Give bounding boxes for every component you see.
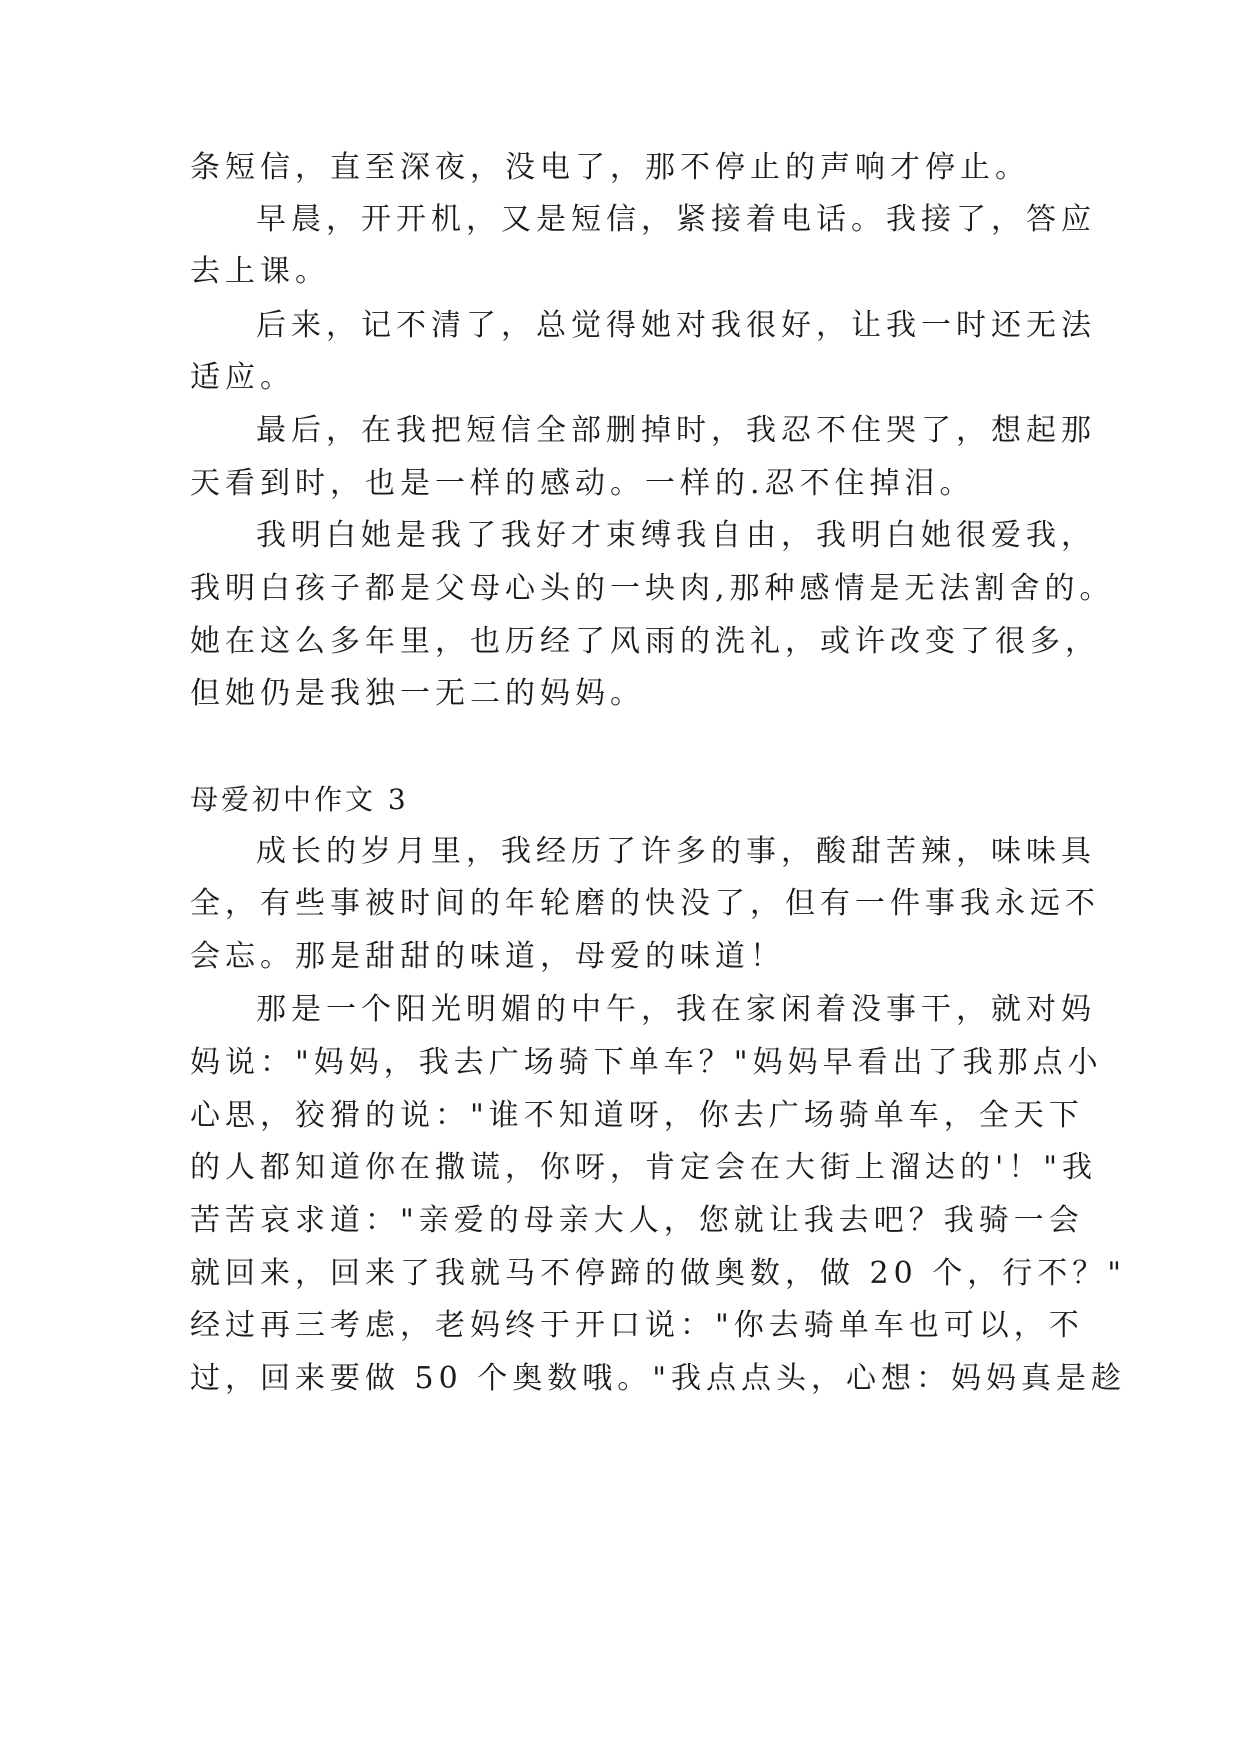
paragraph-line: 的人都知道你在撒谎，你呀，肯定会在大街上溜达的'！"我 [190,1150,1098,1185]
paragraph-line: 去上课。 [190,254,330,289]
paragraph-line: 但她仍是我独一无二的妈妈。 [190,676,645,711]
paragraph-line: 成长的岁月里，我经历了许多的事，酸甜苦辣，味味具 [256,834,1096,869]
paragraph-line: 最后，在我把短信全部删掉时，我忍不住哭了，想起那 [256,413,1096,448]
paragraph-line: 经过再三考虑，老妈终于开口说："你去骑单车也可以，不 [190,1308,1084,1343]
paragraph-line: 心思，狡猾的说："谁不知道呀，你去广场骑单车，全天下 [190,1098,1084,1133]
paragraph-line: 早晨，开开机，又是短信，紧接着电话。我接了，答应 [256,202,1096,237]
paragraph-line: 那是一个阳光明媚的中午，我在家闲着没事干，就对妈 [256,992,1096,1027]
paragraph-line: 就回来，回来了我就马不停蹄的做奥数，做 20 个，行不？" [190,1256,1127,1291]
paragraph-line: 会忘。那是甜甜的味道，母爱的味道！ [190,939,785,974]
paragraph-line: 我明白她是我了我好才束缚我自由，我明白她很爱我， [256,518,1096,553]
paragraph-line: 天看到时，也是一样的感动。一样的.忍不住掉泪。 [190,466,975,501]
paragraph-line: 后来，记不清了，总觉得她对我很好，让我一时还无法 [256,308,1096,343]
paragraph-line: 她在这么多年里，也历经了风雨的洗礼，或许改变了很多， [190,624,1100,659]
section-title: 母爱初中作文 3 [190,783,409,816]
paragraph-line: 全，有些事被时间的年轮磨的快没了，但有一件事我永远不 [190,886,1100,921]
paragraph-line: 妈说："妈妈，我去广场骑下单车？"妈妈早看出了我那点小 [190,1045,1103,1080]
paragraph-line: 条短信，直至深夜，没电了，那不停止的声响才停止。 [190,150,1030,185]
paragraph-line: 适应。 [190,360,295,395]
paragraph-line: 苦苦哀求道："亲爱的母亲大人，您就让我去吧？我骑一会 [190,1203,1084,1238]
paragraph-line: 我明白孩子都是父母心头的一块肉,那种感情是无法割舍的。 [190,571,1115,606]
paragraph-line: 过，回来要做 50 个奥数哦。"我点点头，心想：妈妈真是趁 [190,1361,1127,1396]
